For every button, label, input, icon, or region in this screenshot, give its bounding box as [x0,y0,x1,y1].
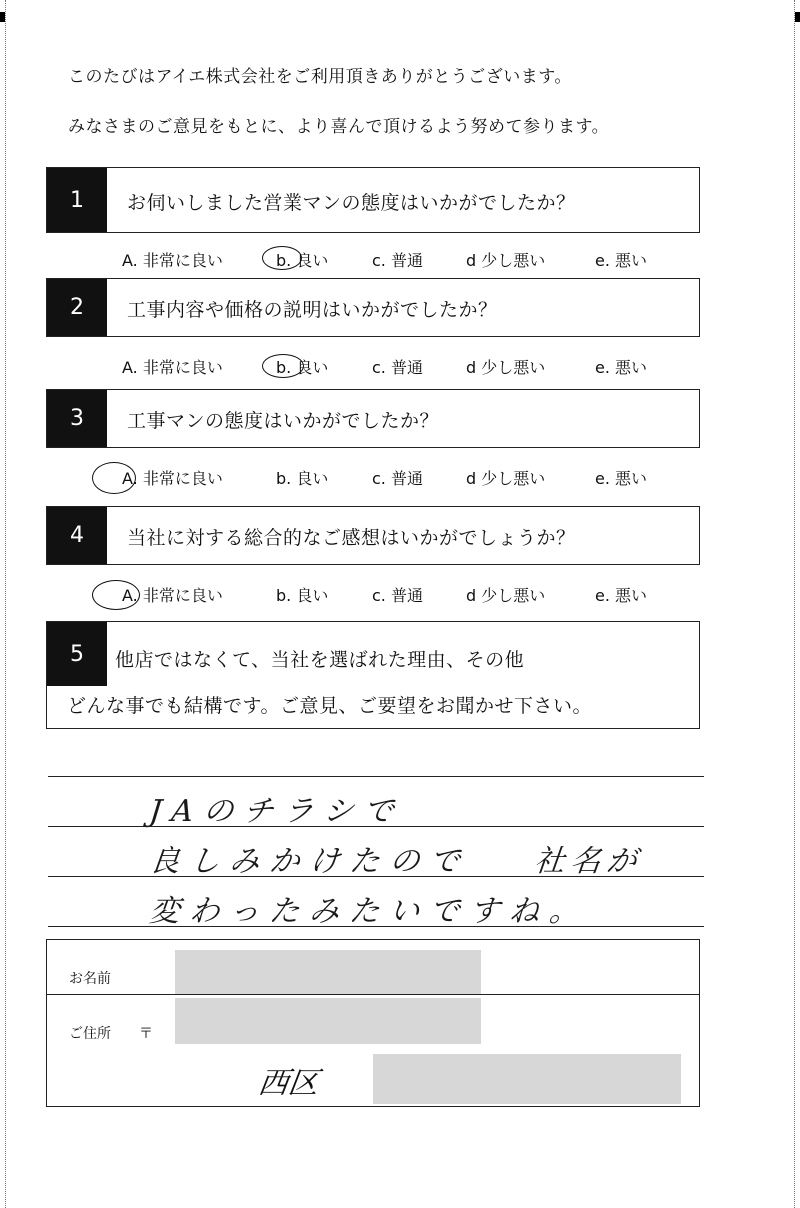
question-number-2: 2 [47,279,107,336]
scan-mark-left [0,12,5,22]
option-4-b[interactable]: b. 良い [276,586,329,605]
scan-mark-right [795,12,800,22]
option-1-b[interactable]: b. 良い [276,251,329,270]
question-text-2: 工事内容や価格の説明はいかがでしたか？ [127,299,498,321]
option-2-a[interactable]: A. 非常に良い [122,358,223,377]
option-3-d[interactable]: d 少し悪い [466,469,546,488]
selection-circle-4 [92,580,140,610]
scan-edge-right [794,0,795,1208]
option-3-a[interactable]: A. 非常に良い [122,469,223,488]
option-2-e[interactable]: e. 悪い [595,358,648,377]
form-divider [47,994,699,995]
address-label: ご住所 [69,1026,111,1042]
selection-circle-2 [262,354,304,378]
question-number-4: 4 [47,507,107,564]
option-3-c[interactable]: c. 普通 [372,469,423,488]
option-2-d[interactable]: d 少し悪い [466,358,546,377]
contact-form [46,939,700,1107]
option-4-c[interactable]: c. 普通 [372,586,423,605]
option-3-b[interactable]: b. 良い [276,469,329,488]
answer-rule [48,776,704,777]
question-box-5 [46,621,700,729]
handwritten-line-3: 社名が [532,844,645,879]
selection-circle-3 [92,462,136,494]
option-2-b[interactable]: b. 良い [276,358,329,377]
option-1-d[interactable]: d 少し悪い [466,251,546,270]
name-redacted-field [175,950,481,994]
question-box-1 [46,167,700,233]
name-label: お名前 [69,971,111,987]
postal-redacted-field [175,998,481,1044]
option-4-e[interactable]: e. 悪い [595,586,648,605]
selection-circle-1 [262,246,302,270]
option-1-c[interactable]: c. 普通 [372,251,423,270]
handwritten-line-1: JAのチラシで [147,794,406,829]
handwritten-line-4: 変わったみたいですね。 [147,894,592,929]
question-box-3 [46,389,700,448]
question-box-2 [46,278,700,337]
question-number-3: 3 [47,390,107,447]
option-3-e[interactable]: e. 悪い [595,469,648,488]
question-box-4 [46,506,700,565]
question-text-3: 工事マンの態度はいかがでしたか？ [127,410,440,432]
question-text-1: お伺いしました営業マンの態度はいかがでしたか？ [127,192,576,214]
question-text-4: 当社に対する総合的なご感想はいかがでしょうか？ [127,527,576,549]
question-text-5-line-1: 他店ではなくて、当社を選ばれた理由、その他 [115,649,525,671]
intro-line-2: みなさまのご意見をもとに、より喜んで頂けるよう努めて参ります。 [68,117,610,137]
address-redacted-field [373,1054,681,1104]
question-number-5: 5 [47,622,107,686]
option-1-a[interactable]: A. 非常に良い [122,251,223,270]
option-2-c[interactable]: c. 普通 [372,358,423,377]
handwritten-city: 西区 [256,1066,321,1101]
option-4-a[interactable]: A. 非常に良い [122,586,223,605]
option-1-e[interactable]: e. 悪い [595,251,648,270]
scan-edge-left [5,0,6,1208]
question-text-5-line-2: どんな事でも結構です。ご意見、ご要望をお聞かせ下さい。 [67,695,592,717]
option-4-d[interactable]: d 少し悪い [466,586,546,605]
question-number-1: 1 [47,168,107,232]
handwritten-line-2: 良しみかけたので [147,844,472,879]
intro-line-1: このたびはアイエ株式会社をご利用頂きありがとうございます。 [68,67,572,87]
postal-mark: 〒 [139,1026,153,1042]
